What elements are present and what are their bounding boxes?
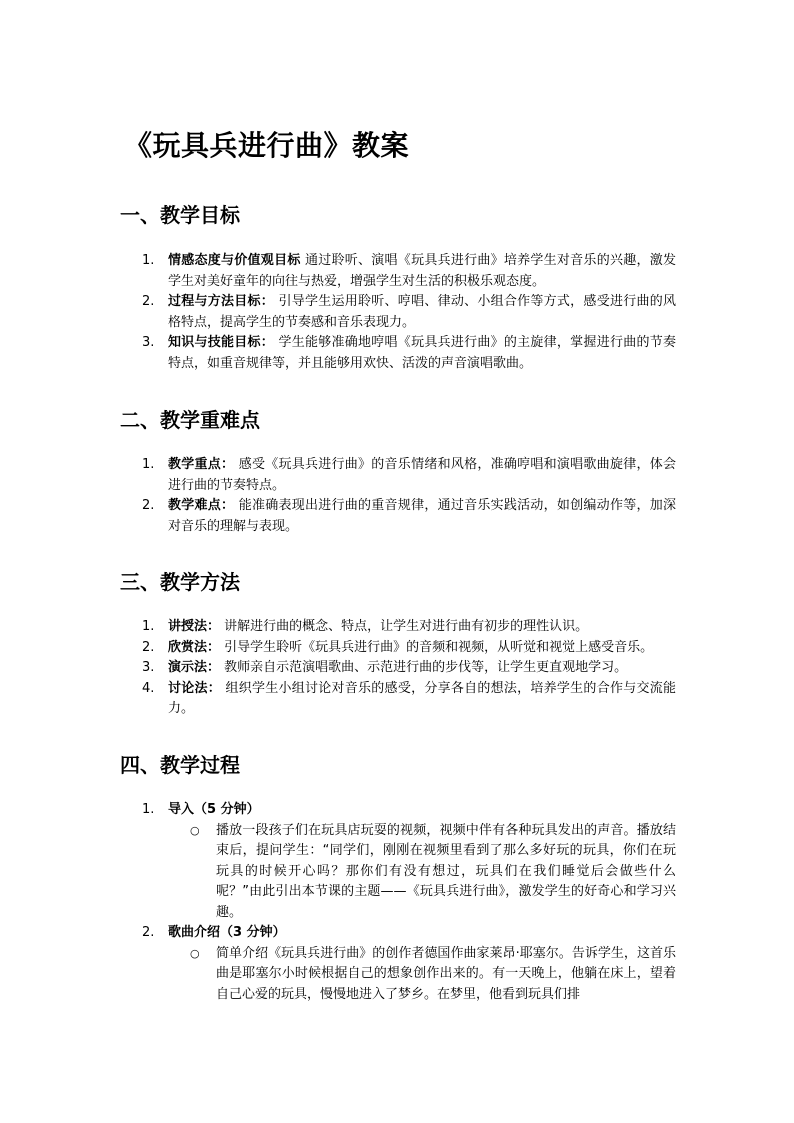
- item-label: 讨论法：: [168, 680, 222, 696]
- goals-list: [120, 251, 676, 374]
- list-number: 3.: [142, 335, 155, 350]
- key-points-list: [120, 455, 676, 537]
- list-number: 2.: [142, 498, 155, 513]
- item-text: 教师亲自示范演唱歌曲、示范进行曲的步伐等，让学生更直观地学习。: [224, 660, 628, 675]
- item-label: 知识与技能目标：: [168, 335, 275, 350]
- list-number: 1.: [142, 619, 155, 634]
- circle-bullet-icon: ○: [190, 946, 200, 960]
- list-number: 4.: [142, 680, 155, 696]
- list-number: 2.: [142, 639, 155, 655]
- process-list: [120, 800, 676, 1005]
- item-text: 通过聆听、演唱《玩具兵进行曲》培养学生对音乐的兴趣，激发学生对美好童年的向往与热爱，增强学生对生活的积极乐观态度。: [168, 253, 676, 289]
- list-item: [120, 292, 676, 333]
- item-text: 讲解进行曲的概念、特点，让学生对进行曲有初步的理性认识。: [224, 619, 589, 634]
- document-title: 《玩具兵进行曲》教案: [124, 129, 410, 162]
- item-text: 引导学生聆听《玩具兵进行曲》的音频和视频，从听觉和视觉上感受音乐。: [224, 639, 654, 655]
- item-label: 讲授法：: [168, 619, 221, 634]
- item-label: 情感态度与价值观目标: [168, 253, 301, 268]
- list-item: [120, 679, 676, 720]
- item-text: 引导学生运用聆听、哼唱、律动、小组合作等方式，感受进行曲的风格特点，提高学生的节奏感和音乐表现力。: [168, 294, 676, 330]
- item-text: 学生能够准确地哼唱《玩具兵进行曲》的主旋律，掌握进行曲的节奏特点，如重音规律等，并且能够用欢快、活泼的声音演唱歌曲。: [168, 335, 676, 371]
- section-heading-methods: 三、教学方法: [120, 570, 240, 594]
- list-number: 2.: [142, 294, 155, 309]
- item-label: 过程与方法目标：: [168, 294, 275, 309]
- list-item: [120, 496, 676, 537]
- item-text: 播放一段孩子们在玩具店玩耍的视频，视频中伴有各种玩具发出的声音。播放结束后，提问学生：“同学们，刚刚在视频里看到了那么多好玩的玩具，你们在玩玩具的时候开心吗？那你们有没有想过，玩具们在我们睡觉后会做些什么呢？”由此引出本节课的主题——《玩具兵进行曲》，激发学生的好奇心和学习兴趣。: [216, 822, 676, 920]
- list-number: 1.: [142, 457, 155, 472]
- item-label: 导入（5 分钟）: [168, 802, 260, 817]
- item-label: 演示法：: [168, 660, 221, 675]
- section-heading-goals: 一、教学目标: [120, 203, 240, 227]
- item-label: 欣赏法：: [168, 639, 221, 655]
- list-item: [120, 923, 676, 944]
- list-item: [120, 658, 676, 679]
- list-number: 2.: [142, 925, 155, 940]
- list-number: 3.: [142, 660, 155, 675]
- list-item: [120, 638, 676, 659]
- item-label: 歌曲介绍（3 分钟）: [168, 925, 286, 940]
- section-heading-process: 四、教学过程: [120, 753, 240, 777]
- list-item: [120, 455, 676, 496]
- item-text: 感受《玩具兵进行曲》的音乐情绪和风格，准确哼唱和演唱歌曲旋律，体会进行曲的节奏特点。: [168, 457, 676, 493]
- item-text: 简单介绍《玩具兵进行曲》的创作者德国作曲家莱昂·耶塞尔。告诉学生，这首乐曲是耶塞尔小时候根据自己的想象创作出来的。有一天晚上，他躺在床上，望着自己心爱的玩具，慢慢地进入了梦乡。在梦里，他看到玩具们排: [216, 945, 676, 1002]
- item-text: 组织学生小组讨论对音乐的感受，分享各自的想法，培养学生的合作与交流能力。: [168, 680, 676, 716]
- list-number: 1.: [142, 802, 155, 817]
- item-label: 教学重点：: [168, 457, 235, 472]
- methods-list: [120, 617, 676, 720]
- list-item: [120, 617, 676, 638]
- item-label: 教学难点：: [168, 498, 235, 513]
- section-heading-key-points: 二、教学重难点: [120, 408, 260, 432]
- circle-bullet-icon: ○: [190, 823, 200, 837]
- list-item: [120, 800, 676, 821]
- sub-list-item: [120, 821, 676, 924]
- list-item: [120, 251, 676, 292]
- list-item: [120, 333, 676, 374]
- list-number: 1.: [142, 253, 155, 268]
- sub-list-item: [120, 944, 676, 1006]
- item-text: 能准确表现出进行曲的重音规律，通过音乐实践活动，如创编动作等，加深对音乐的理解与表现。: [168, 498, 676, 534]
